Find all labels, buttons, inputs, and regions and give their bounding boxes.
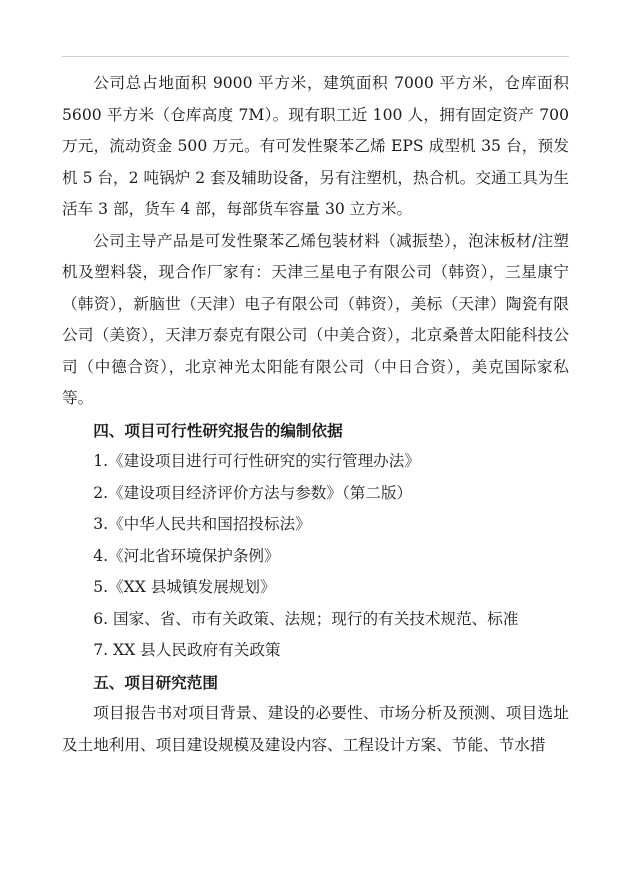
list-item: 6. 国家、省、市有关政策、法规；现行的有关技术规范、标准	[93, 609, 519, 628]
document-body	[62, 68, 569, 761]
list-item: 5.《XX 县城镇发展规划》	[93, 578, 276, 596]
section-heading-basis: 四、项目可行性研究报告的编制依据	[93, 420, 343, 440]
header-rule	[62, 56, 569, 57]
section-heading-scope: 五、项目研究范围	[93, 672, 218, 692]
paragraph-company-products: 公司主导产品是可发性聚苯乙烯包装材料（减振垫），泡沫板材/注塑机及塑料袋，现合作厂家有：天津三星电子有限公司（韩资），三星康宁（韩资），新脑世（天津）电子有限公司（韩资），美标（天津）陶瓷有限公司（美资），天津万泰克有限公司（中美合资），北京桑普太阳能科技公司（中德合资），北京神光太阳能有限公司（中日合资），美克国际家私等。	[62, 231, 569, 407]
paragraph-scope: 项目报告书对项目背景、建设的必要性、市场分析及预测、项目选址及土地利用、项目建设规模及建设内容、工程设计方案、节能、节水措	[62, 704, 569, 754]
list-item: 2.《建设项目经济评价方法与参数》（第二版）	[93, 483, 413, 502]
list-item: 1.《建设项目进行可行性研究的实行管理办法》	[93, 452, 420, 470]
list-item: 3.《中华人民共和国招投标法》	[93, 515, 311, 533]
list-item: 4.《河北省环境保护条例》	[93, 546, 280, 565]
list-item: 7. XX 县人民政府有关政策	[93, 641, 281, 659]
paragraph-company-facilities: 公司总占地面积 9000 平方米，建筑面积 7000 平方米，仓库面积 5600 平方米（仓库高度 7M）。现有职工近 100 人，拥有固定资产 700 万元，流动资金 500 万元。有可发性聚苯乙烯 EPS 成型机 35 台，预发机 5 台，2 吨锅炉 2 套及辅助设备，另有注塑机，热合机。交通工具为生活车 3 部，货车 4 部，每部货车容量 30 立方米。	[62, 74, 569, 218]
